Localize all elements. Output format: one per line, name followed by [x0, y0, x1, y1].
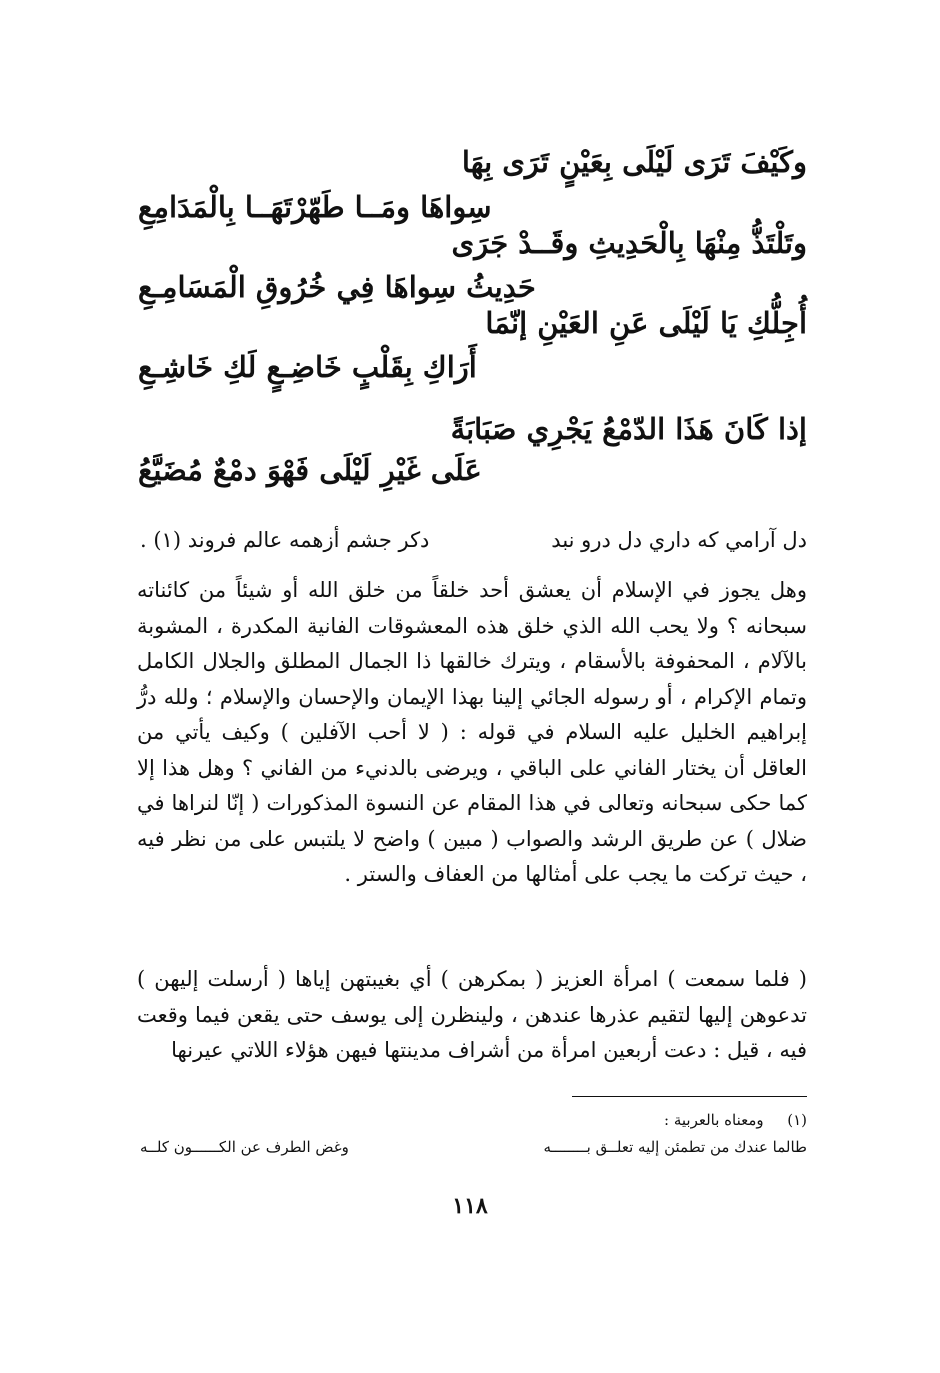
poem-line-4-first-hemistich: إذا كَانَ هَذَا الدّمْعُ يَجْرِي صَبَابَةً — [450, 412, 807, 446]
poem-line-3-second-hemistich: أَرَاكِ بِقَلْبٍ خَاضِـعٍ لَكِ خَاشِـعِ — [138, 350, 477, 384]
poem-line-1-first-hemistich: وكَيْفَ تَرَى لَيْلَى بِعَيْنٍ تَرَى بِهَا — [461, 145, 807, 179]
footnote-heading — [664, 1111, 807, 1131]
persian-verse-part-1: دل آرامي كه داري دل درو نبد — [551, 528, 807, 552]
poem-line-1-second-hemistich: سِواهَا ومَــا طَهّرْتَهَــا بِالْمَدَامِعِ — [138, 190, 492, 224]
footnote-separator — [572, 1096, 807, 1097]
body-paragraph-1: وهل يجوز في الإسلام أن يعشق أحد خلقاً من خلق الله أو شيئاً من كائناته سبحانه ؟ ولا يحب الله الذي خلق هذه المعشوقات الفانية المكدرة ، المشوبة بالآلام ، المحفوفة بالأسقام ، ويترك خالقها ذا الجمال المطلق والجلال الكامل وتمام الإكرام ، أو رسوله الجائي إلينا بهذا الإيمان والإحسان والإسلام ؛ ولله درُّ إبراهيم الخليل عليه السلام في قوله : ( لا أحب الآفلين ) وكيف يأتي من العاقل أن يختار الفاني على الباقي ، ويرضى بالدنيء من الفاني ؟ وهل هذا إلا كما حكى سبحانه وتعالى في هذا المقام عن النسوة المذكورات ( إنّا لنراها في ضلال ) عن طريق الرشد والصواب ( مبين ) واضح لا يلتبس على من نظر فيه ، حيث تركت ما يجب على أمثالها من العفاف والستر . — [137, 578, 807, 886]
persian-verse-part-2: دكر جشم أزهمه عالم فروند (١) . — [140, 528, 430, 552]
page-number: ١١٨ — [452, 1193, 488, 1219]
footnote-verse-part-2: وغض الطرف عن الكــــــون كلــه — [140, 1138, 349, 1156]
body-paragraph-2: ( فلما سمعت ) امرأة العزيز ( بمكرهن ) أي بغيبتهن إياها ( أرسلت إليهن ) تدعوهن إليها لتقيم عذرها عندهن ، ولينظرن إلى يوسف حتى يقعن فيما وقعت فيه ، قيل : دعت أربعين امرأة من أشراف مدينتها فيهن هؤلاء اللاتي عيرنها — [137, 967, 807, 1062]
poem-line-2-first-hemistich: وتَلْتَذُّ مِنْهَا بِالْحَدِيثِ وقَــدْ جَرَى — [451, 226, 807, 260]
poem-line-4-second-hemistich: عَلَى غَيْرِ لَيْلَى فَهْوَ دمْعٌ مُضَيَّعُ — [138, 453, 482, 487]
footnote-intro: ومعناه بالعربية : — [664, 1111, 764, 1129]
poem-line-3-first-hemistich: أُجِلُّكِ يَا لَيْلَى عَنِ العَيْنِ إنّمَا — [485, 306, 807, 340]
footnote-number: (١) — [787, 1111, 807, 1129]
poem-line-2-second-hemistich: حَدِيثُ سِواهَا فِي خُرُوقِ الْمَسَامِـعِ — [138, 270, 536, 304]
footnote-verse-part-1: طالما عندك من تطمئن إليه تعلــق بــــــــه — [543, 1138, 807, 1156]
